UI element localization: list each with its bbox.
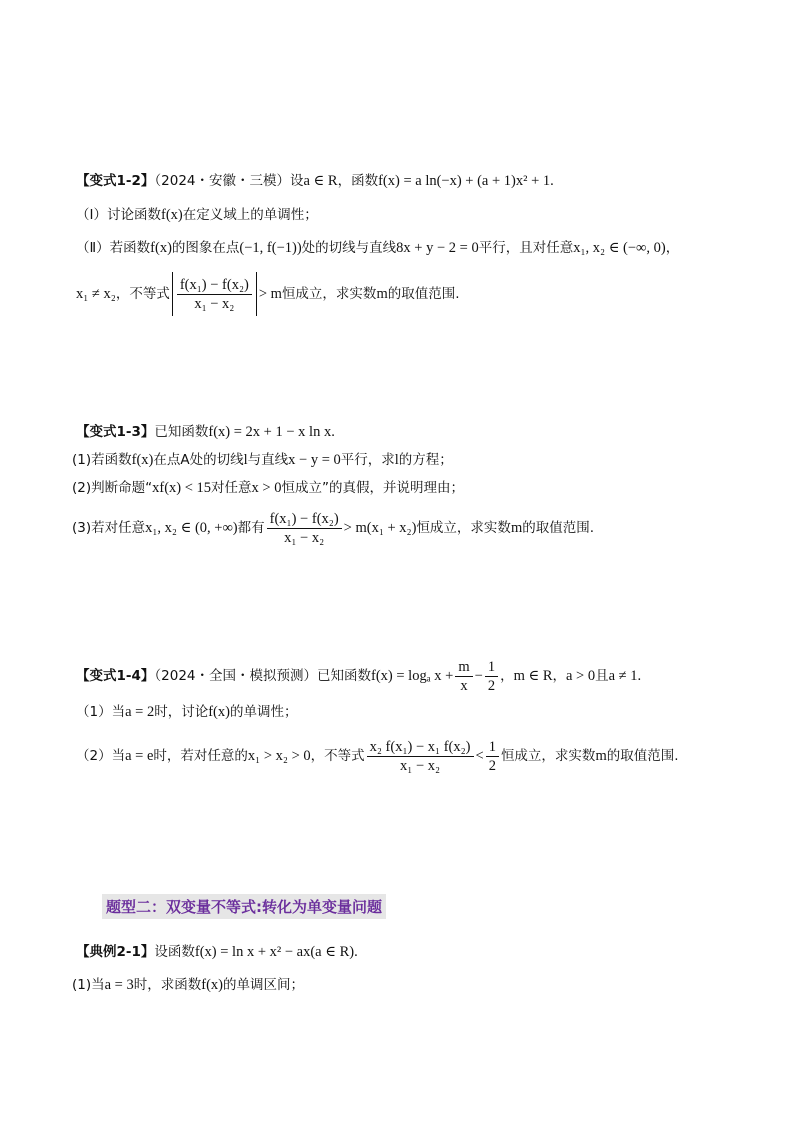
problem-1-2-part-2: （Ⅱ）若函数f(x)的图象在点(−1, f(−1))处的切线与直线8x + y − 2 = 0平行，且对任意x₁, x₂ ∈ (−∞, 0)，: [76, 240, 680, 256]
problem-1-3-part-2: (2)判断命题“xf(x) < 15对任意x > 0恒成立”的真假，并说明理由；: [72, 480, 464, 496]
function-definition: f(x) = 2x + 1 − x ln x: [208, 424, 332, 440]
problem-1-4-statement: 【变式1-4】（2024・全国・模拟预测）已知函数f(x) = logₐ x + $\frac{m}{x}$ − $\frac{1}{2}$ ，m ∈ R，a > 0且a ≠ 1.: [76, 658, 642, 694]
problem-1-3-part-1: (1)若函数f(x)在点A处的切线l与直线x − y = 0平行，求l的方程；: [72, 452, 453, 468]
fraction: $\frac{\text{f(x₁) − f(x₂)}}{\text{x₁ − x₂}}$: [267, 510, 342, 547]
problem-1-2-part-1: （Ⅰ）讨论函数f(x)在定义域上的单调性；: [76, 207, 318, 223]
problem-tag: 【变式1-3】: [76, 424, 155, 440]
example-2-1-part-1: (1)当a = 3时，求函数f(x)的单调区间；: [72, 977, 304, 993]
problem-1-3-statement: 【变式1-3】已知函数f(x) = 2x + 1 − x ln x.: [76, 424, 335, 440]
fraction: $\frac{\text{x₂ f(x₁) − x₁ f(x₂)}}{\text{x₁ − x₂}}$: [367, 738, 474, 775]
problem-tag: 【变式1-2】: [76, 173, 155, 189]
problem-source: （2024・安徽・三模）: [154, 173, 290, 189]
fraction: $\frac{m}{x}$: [455, 658, 472, 695]
fraction: $\frac{1}{2}$: [485, 658, 498, 695]
function-definition: f(x) = ln x + x² − ax(a ∈ R): [194, 944, 355, 960]
problem-1-3-part-3: (3)若对任意x₁, x₂ ∈ (0, +∞)都有 $\frac{\text{f(x₁) − f(x₂)}}{\text{x₁ − x₂}}$ > m(x₁ + x₂)恒成立，求实数m的取值范围.: [72, 510, 595, 546]
example-2-1-statement: 【典例2-1】设函数f(x) = ln x + x² − ax(a ∈ R).: [76, 944, 358, 960]
problem-source: （2024・全国・模拟预测）: [154, 668, 317, 684]
absolute-value: [172, 272, 257, 316]
problem-1-4-part-2: （2）当a = e时，若对任意的x₁ > x₂ > 0，不等式 $\frac{\text{x₂ f(x₁) − x₁ f(x₂)}}{\text{x₁ − x₂}}$ < $\frac{1}{2}$ 恒成立，求实数m的取值范围.: [76, 738, 679, 774]
function-definition: f(x) = logₐ x +: [371, 668, 454, 684]
problem-1-2-part-2-cont: x₁ ≠ x₂，不等式 $\frac{\text{f(x₁) − f(x₂)}}{\text{x₁ − x₂}}$ > m恒成立，求实数m的取值范围.: [76, 272, 460, 316]
section-heading: 题型二：双变量不等式:转化为单变量问题: [102, 894, 386, 919]
problem-1-4-part-1: （1）当a = 2时，讨论f(x)的单调性；: [76, 704, 298, 720]
problem-tag: 【变式1-4】: [76, 668, 155, 684]
problem-tag: 【典例2-1】: [76, 944, 155, 960]
problem-1-2-statement: 【变式1-2】（2024・安徽・三模）设a ∈ R，函数f(x) = a ln(−x) + (a + 1)x² + 1.: [76, 173, 554, 189]
fraction: $\frac{\text{f(x₁) − f(x₂)}}{\text{x₁ − x₂}}$: [177, 276, 252, 313]
function-definition: f(x) = a ln(−x) + (a + 1)x² + 1: [378, 173, 551, 189]
fraction: $\frac{1}{2}$: [486, 738, 499, 775]
